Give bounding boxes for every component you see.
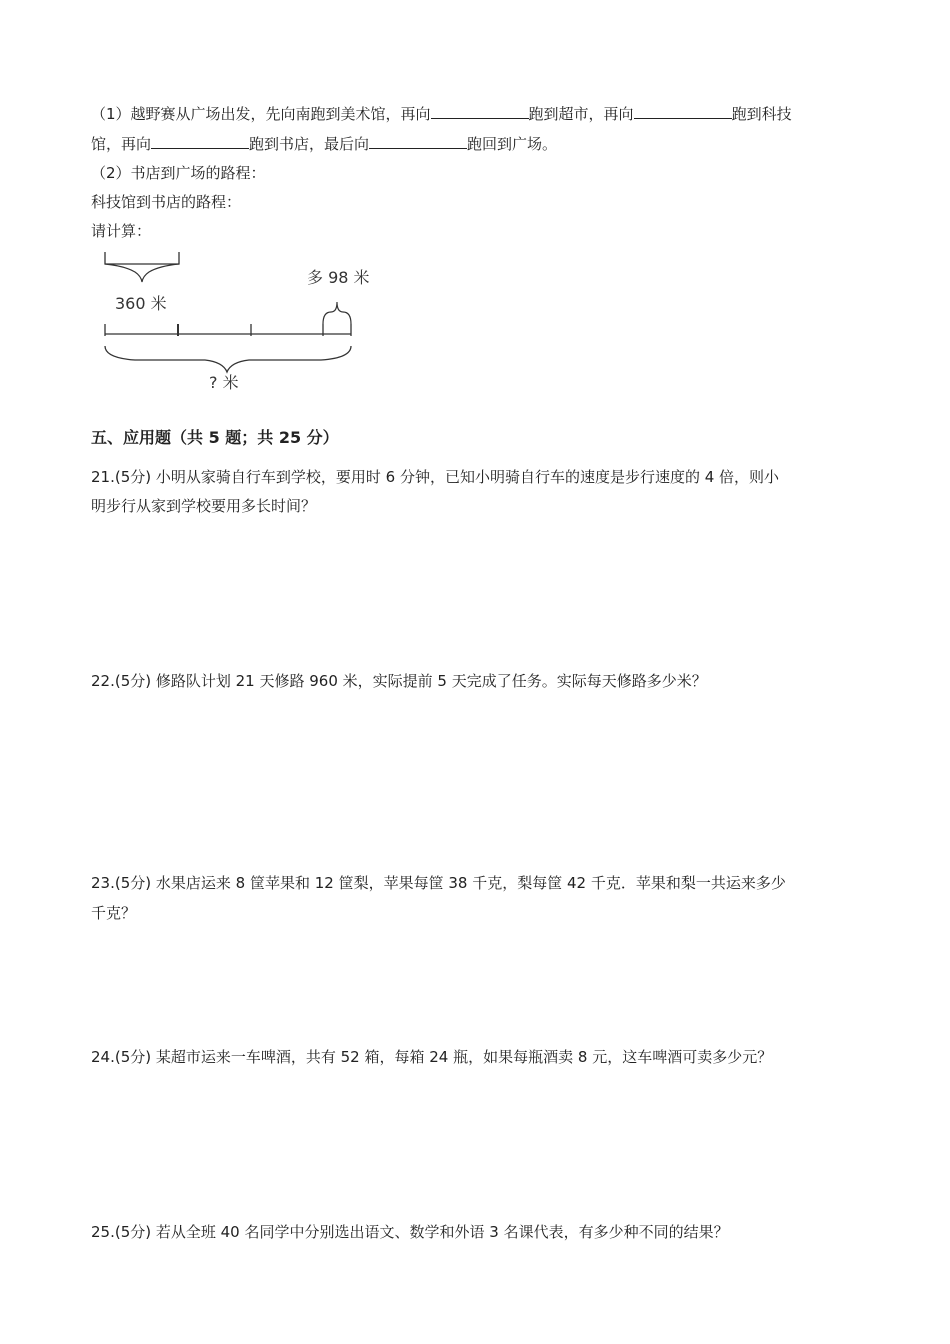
label-more-98: 多 98 米 [307, 268, 370, 287]
question-24: 24.(5分) 某超市运来一车啤酒，共有 52 箱，每箱 24 瓶，如果每瓶酒卖 8 元，这车啤酒可卖多少元？ [91, 1048, 773, 1066]
top-brace [105, 264, 179, 282]
bottom-brace [105, 346, 351, 372]
label-total: ? 米 [209, 373, 239, 392]
calc-prompt: 请计算： [91, 222, 152, 240]
q1-text-a: （1）越野赛从广场出发，先向南跑到美术馆，再向 [91, 105, 431, 123]
extra-brace [323, 302, 351, 324]
question-21-line-2: 明步行从家到学校要用多长时间？ [91, 497, 317, 515]
q1-text-b: 跑到超市，再向 [528, 105, 634, 123]
line-segment-diagram [95, 250, 395, 400]
q1-text-e: 跑到书店，最后向 [249, 135, 370, 153]
question-25: 25.(5分) 若从全班 40 名同学中分别选出语文、数学和外语 3 名课代表，有多少种不同的结果？ [91, 1223, 729, 1241]
question-2-line: （2）书店到广场的路程： [91, 164, 266, 182]
question-2-line-b: 科技馆到书店的路程： [91, 193, 242, 211]
question-23-line-2: 千克？ [91, 904, 137, 922]
q1-text-f: 跑回到广场。 [467, 135, 558, 153]
answer-blank-4[interactable] [369, 133, 467, 149]
question-21-line-1: 21.(5分) 小明从家骑自行车到学校，要用时 6 分钟，已知小明骑自行车的速度是步行速度的 4 倍，则小 [91, 468, 780, 486]
answer-blank-2[interactable] [634, 103, 732, 119]
question-1-line-1 [91, 103, 792, 124]
q1-text-d: 馆，再向 [91, 135, 152, 153]
top-bracket [105, 252, 179, 264]
section-five-heading: 五、应用题（共 5 题；共 25 分） [91, 428, 339, 447]
question-23-line-1: 23.(5分) 水果店运来 8 筐苹果和 12 筐梨，苹果每筐 38 千克，梨每筐 42 千克．苹果和梨一共运来多少 [91, 874, 786, 892]
question-22: 22.(5分) 修路队计划 21 天修路 960 米，实际提前 5 天完成了任务。实际每天修路多少米？ [91, 672, 707, 690]
answer-blank-3[interactable] [151, 133, 249, 149]
question-1-line-2 [91, 133, 557, 154]
label-360: 360 米 [115, 294, 167, 313]
q1-text-c: 跑到科技 [731, 105, 792, 123]
answer-blank-1[interactable] [431, 103, 529, 119]
